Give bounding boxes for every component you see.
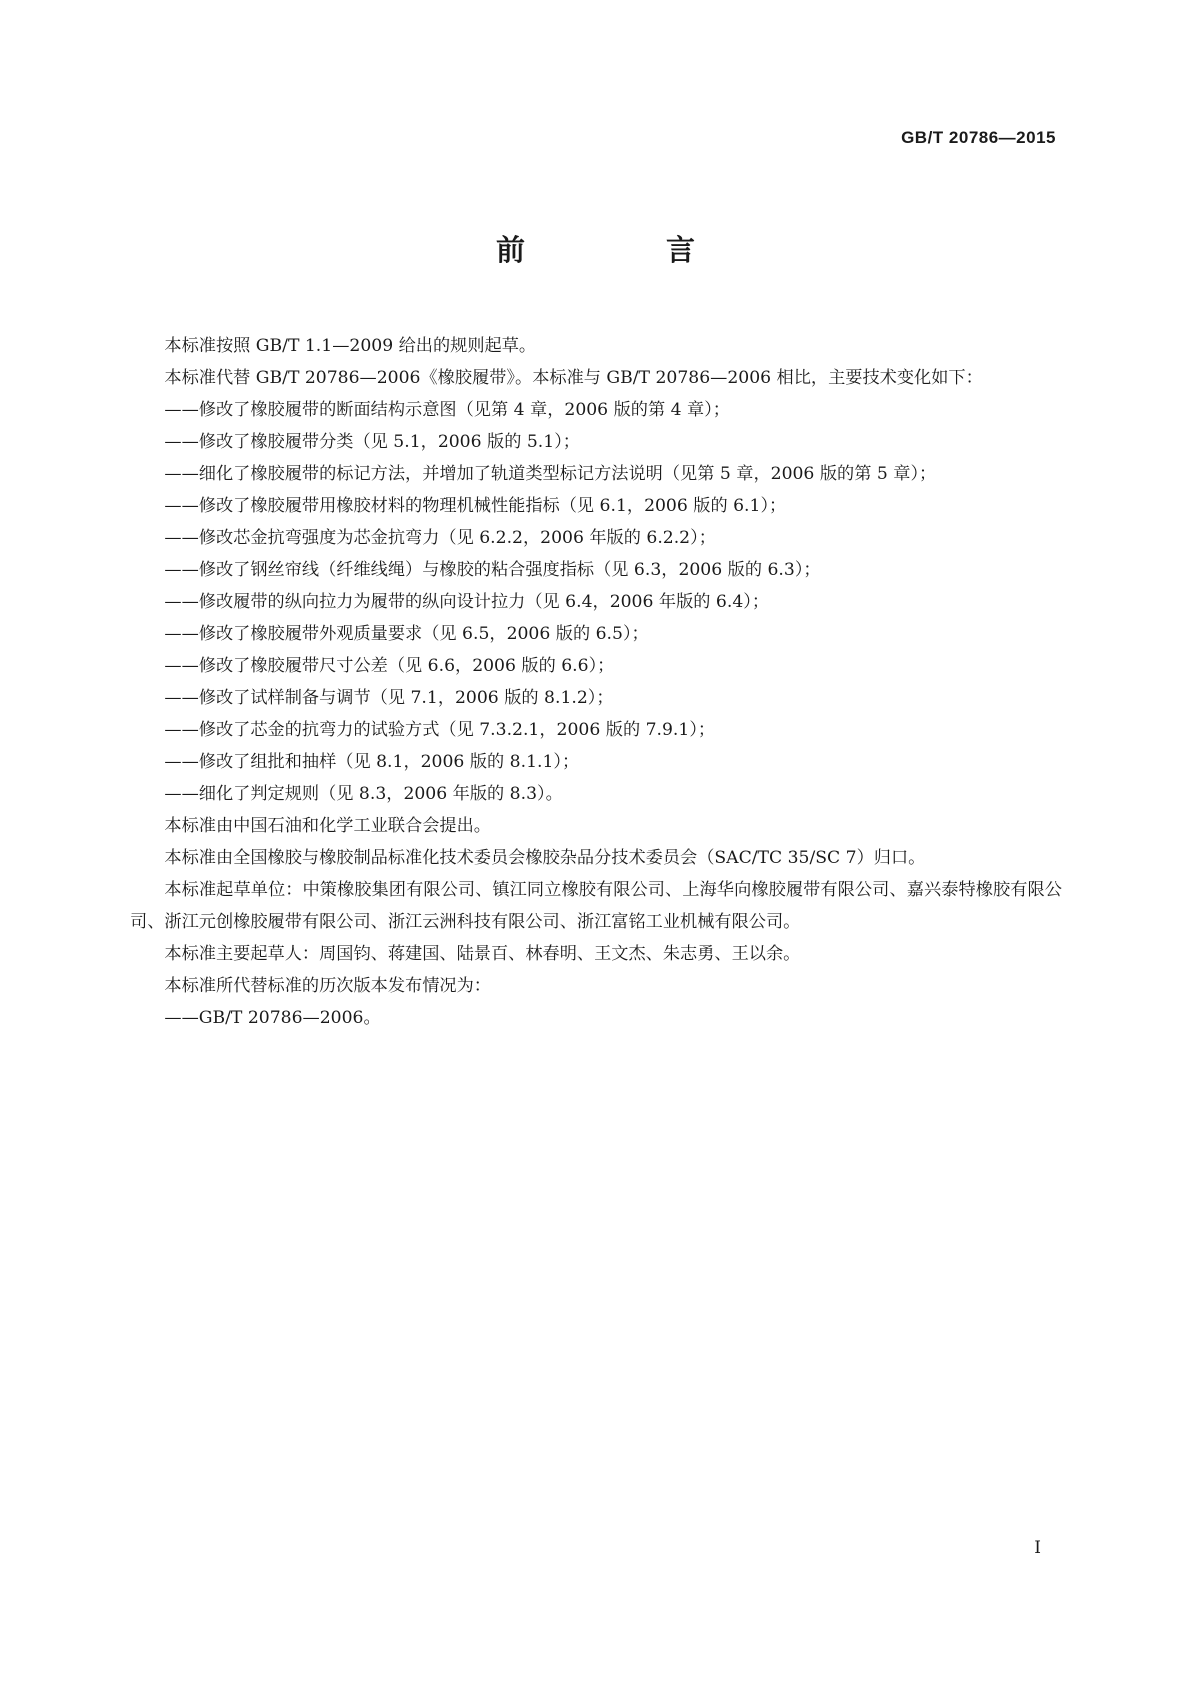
standard-number: GB/T 20786—2015 xyxy=(901,128,1056,147)
paragraph-centralized-by: 本标准由全国橡胶与橡胶制品标准化技术委员会橡胶杂品分技术委员会（SAC/TC 35/SC 7）归口。 xyxy=(164,848,926,868)
change-item: ——修改了试样制备与调节（见 7.1，2006 版的 8.1.2）； xyxy=(164,688,614,708)
paragraph-drafters: 本标准主要起草人：周国钧、蒋建国、陆景百、林春明、王文杰、朱志勇、王以余。 xyxy=(164,944,801,964)
change-item: ——修改了橡胶履带分类（见 5.1，2006 版的 5.1）； xyxy=(164,432,580,452)
paragraph-drafting-rules: 本标准按照 GB/T 1.1—2009 给出的规则起草。 xyxy=(164,336,537,356)
page-number: I xyxy=(1034,1538,1041,1558)
change-item: ——修改履带的纵向拉力为履带的纵向设计拉力（见 6.4，2006 年版的 6.4）； xyxy=(164,592,770,612)
change-item: ——修改了橡胶履带外观质量要求（见 6.5，2006 版的 6.5）； xyxy=(164,624,649,644)
change-item: ——修改了芯金的抗弯力的试验方式（见 7.3.2.1，2006 版的 7.9.1）； xyxy=(164,720,716,740)
paragraph-proposer: 本标准由中国石油和化学工业联合会提出。 xyxy=(164,816,491,836)
change-item: ——修改了钢丝帘线（纤维线绳）与橡胶的粘合强度指标（见 6.3，2006 版的 6.3）； xyxy=(164,560,821,580)
change-item: ——修改了橡胶履带的断面结构示意图（见第 4 章，2006 版的第 4 章）； xyxy=(164,400,730,420)
change-item: ——修改了组批和抽样（见 8.1，2006 版的 8.1.1）； xyxy=(164,752,580,772)
change-item: ——细化了判定规则（见 8.3，2006 年版的 8.3）。 xyxy=(164,784,563,804)
paragraph-replacement: 本标准代替 GB/T 20786—2006《橡胶履带》。本标准与 GB/T 20786—2006 相比，主要技术变化如下： xyxy=(164,368,983,388)
change-item: ——修改了橡胶履带尺寸公差（见 6.6，2006 版的 6.6）； xyxy=(164,656,615,676)
change-item: ——细化了橡胶履带的标记方法，并增加了轨道类型标记方法说明（见第 5 章，2006 版的第 5 章）； xyxy=(164,464,937,484)
paragraph-drafting-units: 本标准起草单位：中策橡胶集团有限公司、镇江同立橡胶有限公司、上海华向橡胶履带有限公司、嘉兴泰特橡胶有限公司、浙江元创橡胶履带有限公司、浙江云洲科技有限公司、浙江富铭工业机械有限公司。 xyxy=(130,880,1062,932)
previous-version-item: ——GB/T 20786—2006。 xyxy=(164,1008,381,1028)
page-title: 前 言 xyxy=(495,233,751,267)
document-body xyxy=(130,330,1062,1034)
paragraph-previous-versions: 本标准所代替标准的历次版本发布情况为： xyxy=(164,976,491,996)
change-item: ——修改芯金抗弯强度为芯金抗弯力（见 6.2.2，2006 年版的 6.2.2）； xyxy=(164,528,716,548)
change-item: ——修改了橡胶履带用橡胶材料的物理机械性能指标（见 6.1，2006 版的 6.1）； xyxy=(164,496,787,516)
